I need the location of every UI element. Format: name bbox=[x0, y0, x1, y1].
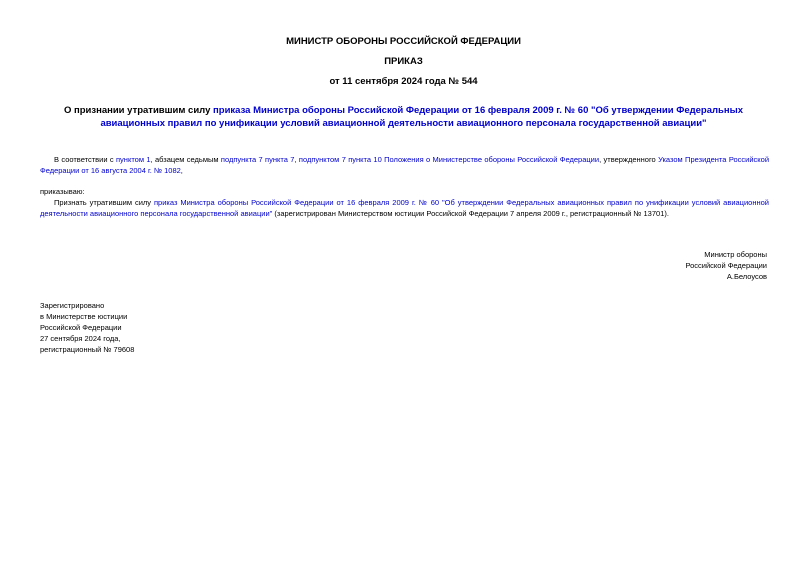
para1-text-4: , утвержденного bbox=[599, 155, 659, 164]
link-ukaz-president[interactable]: Указом Президента Российской Федерации от 16 августа 2004 г. № 1082 bbox=[40, 155, 770, 175]
issuer-heading: МИНИСТР ОБОРОНЫ РОССИЙСКОЙ ФЕДЕРАЦИИ bbox=[286, 36, 521, 47]
para1-text-1: В соответствии с bbox=[54, 155, 116, 164]
link-podpunkt-7-punkt-7[interactable]: подпункта 7 пункта 7 bbox=[220, 155, 295, 164]
link-punkt-1[interactable]: пунктом 1 bbox=[116, 155, 151, 164]
signature-block bbox=[685, 249, 767, 282]
title-link[interactable]: приказа Министра обороны Российской Федерации от 16 февраля 2009 г. № 60 "Об утверждении Федеральных авиационных правил по унификации условий авиационной деятельности авиационного персонала государственной авиации" bbox=[100, 105, 744, 129]
document-type-heading: ПРИКАЗ bbox=[384, 56, 423, 67]
registration-block bbox=[40, 300, 134, 355]
registration-number: регистрационный № 79608 bbox=[40, 345, 135, 354]
signature-name: А.Белоусов bbox=[726, 272, 767, 281]
para1-text-3: , bbox=[294, 155, 299, 164]
title-prefix: О признании утратившим силу bbox=[63, 105, 214, 116]
registration-line-1: Зарегистрировано bbox=[40, 301, 105, 310]
para1-text-2: , абзацем седьмым bbox=[150, 155, 221, 164]
signature-position: Министр обороны bbox=[704, 250, 767, 259]
para3-text-2: (зарегистрирован Министерством юстиции Российской Федерации 7 апреля 2009 г., регистрационный № 13701). bbox=[272, 208, 669, 218]
link-prikaz-60[interactable]: приказ Министра обороны Российской Федерации от 16 февраля 2009 г. № 60 "Об утверждении Федеральных авиационных правил по унификации условий авиационной деятельности авиационного персонала государственной авиации" bbox=[40, 198, 769, 218]
registration-line-3: Российской Федерации bbox=[40, 323, 122, 332]
signature-country: Российской Федерации bbox=[685, 261, 767, 270]
registration-line-2: в Министерстве юстиции bbox=[40, 312, 128, 321]
para1-text-5: , bbox=[180, 165, 183, 175]
para3-text-1: Признать утратившим силу bbox=[54, 198, 154, 207]
paragraph-basis bbox=[40, 155, 769, 176]
paragraph-order-content bbox=[40, 198, 769, 219]
document-title bbox=[40, 104, 767, 130]
paragraph-order-word: приказываю: bbox=[40, 187, 85, 196]
document-date-number: от 11 сентября 2024 года № 544 bbox=[329, 76, 478, 87]
link-podpunkt-7-punkt-10[interactable]: подпунктом 7 пункта 10 Положения о Министерстве обороны Российской Федерации bbox=[298, 155, 600, 164]
registration-date: 27 сентября 2024 года, bbox=[40, 334, 121, 343]
